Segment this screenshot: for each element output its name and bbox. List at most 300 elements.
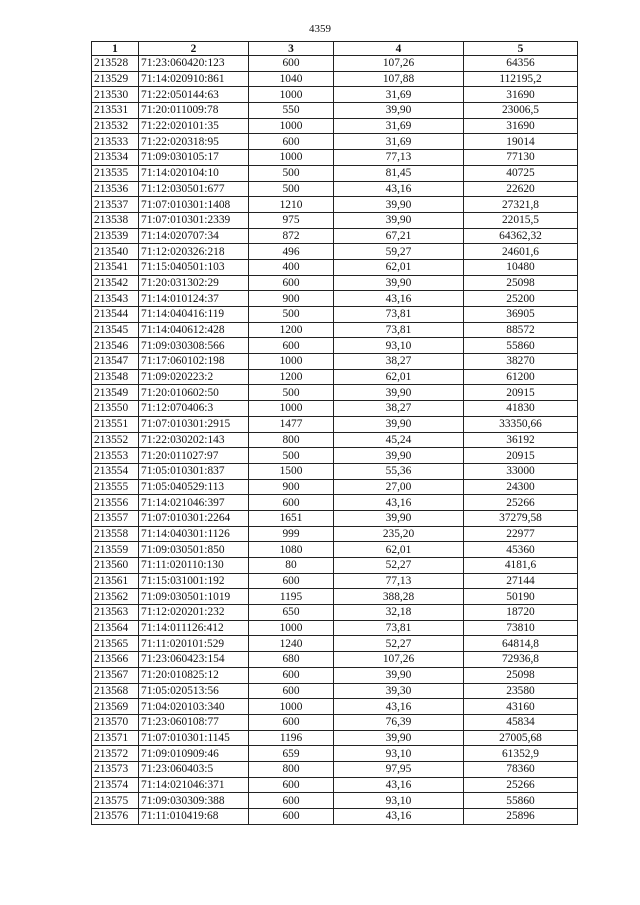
value-cell: 40725 [464,165,578,181]
cadastral-number-cell: 71:14:020910:861 [139,71,249,87]
cadastral-number-cell: 71:05:040529:113 [139,479,249,495]
rate-cell: 43,16 [334,809,464,825]
row-id-cell: 213546 [92,338,139,354]
row-id-cell: 213532 [92,118,139,134]
area-cell: 1000 [249,118,334,134]
cadastral-number-cell: 71:14:011126:412 [139,620,249,636]
table-row [92,636,578,652]
table-row [92,448,578,464]
row-id-cell: 213558 [92,526,139,542]
row-id-cell: 213528 [92,56,139,72]
area-cell: 650 [249,605,334,621]
cadastral-number-cell: 71:22:020318:95 [139,134,249,150]
table-row [92,322,578,338]
value-cell: 24601,6 [464,244,578,260]
rate-cell: 55,36 [334,463,464,479]
value-cell: 45834 [464,714,578,730]
value-cell: 72936,8 [464,652,578,668]
value-cell: 18720 [464,605,578,621]
table-row [92,463,578,479]
row-id-cell: 213559 [92,542,139,558]
cadastral-number-cell: 71:05:020513:56 [139,683,249,699]
value-cell: 73810 [464,620,578,636]
area-cell: 800 [249,761,334,777]
cadastral-number-cell: 71:17:060102:198 [139,354,249,370]
cadastral-number-cell: 71:14:020104:10 [139,165,249,181]
cadastral-number-cell: 71:07:010301:1408 [139,197,249,213]
rate-cell: 93,10 [334,338,464,354]
row-id-cell: 213529 [92,71,139,87]
area-cell: 1200 [249,322,334,338]
rate-cell: 43,16 [334,777,464,793]
table-row [92,275,578,291]
table-row [92,307,578,323]
row-id-cell: 213539 [92,228,139,244]
cadastral-number-cell: 71:22:050144:63 [139,87,249,103]
rate-cell: 107,26 [334,652,464,668]
column-header-1: 1 [92,42,139,56]
rate-cell: 235,20 [334,526,464,542]
table-row [92,479,578,495]
row-id-cell: 213557 [92,510,139,526]
row-id-cell: 213542 [92,275,139,291]
rate-cell: 52,27 [334,558,464,574]
rate-cell: 62,01 [334,542,464,558]
row-id-cell: 213549 [92,385,139,401]
area-cell: 500 [249,448,334,464]
row-id-cell: 213569 [92,699,139,715]
row-id-cell: 213535 [92,165,139,181]
rate-cell: 73,81 [334,620,464,636]
area-cell: 1000 [249,150,334,166]
rate-cell: 73,81 [334,322,464,338]
cadastral-number-cell: 71:23:060423:154 [139,652,249,668]
cadastral-number-cell: 71:09:030308:566 [139,338,249,354]
cadastral-number-cell: 71:15:040501:103 [139,259,249,275]
value-cell: 77130 [464,150,578,166]
row-id-cell: 213563 [92,605,139,621]
area-cell: 550 [249,103,334,119]
cadastral-number-cell: 71:11:010419:68 [139,809,249,825]
cadastral-number-cell: 71:07:010301:1145 [139,730,249,746]
row-id-cell: 213575 [92,793,139,809]
data-table [91,41,578,825]
rate-cell: 107,26 [334,56,464,72]
area-cell: 872 [249,228,334,244]
area-cell: 1500 [249,463,334,479]
area-cell: 600 [249,667,334,683]
table-row [92,354,578,370]
row-id-cell: 213572 [92,746,139,762]
value-cell: 22015,5 [464,212,578,228]
cadastral-number-cell: 71:14:040612:428 [139,322,249,338]
table-row [92,683,578,699]
rate-cell: 81,45 [334,165,464,181]
value-cell: 10480 [464,259,578,275]
table-row [92,416,578,432]
rate-cell: 31,69 [334,134,464,150]
rate-cell: 77,13 [334,150,464,166]
value-cell: 43160 [464,699,578,715]
cadastral-number-cell: 71:09:030105:17 [139,150,249,166]
value-cell: 27321,8 [464,197,578,213]
value-cell: 22977 [464,526,578,542]
area-cell: 500 [249,385,334,401]
cadastral-number-cell: 71:12:030501:677 [139,181,249,197]
area-cell: 659 [249,746,334,762]
cadastral-number-cell: 71:07:010301:2264 [139,510,249,526]
table-row [92,369,578,385]
area-cell: 600 [249,338,334,354]
table-row [92,87,578,103]
area-cell: 496 [249,244,334,260]
table-row [92,809,578,825]
area-cell: 600 [249,683,334,699]
value-cell: 38270 [464,354,578,370]
row-id-cell: 213568 [92,683,139,699]
table-row [92,510,578,526]
value-cell: 50190 [464,589,578,605]
column-header-4: 4 [334,42,464,56]
table-row [92,558,578,574]
area-cell: 500 [249,307,334,323]
area-cell: 1040 [249,71,334,87]
area-cell: 80 [249,558,334,574]
value-cell: 25896 [464,809,578,825]
table-body [92,56,578,825]
row-id-cell: 213570 [92,714,139,730]
table-row [92,165,578,181]
rate-cell: 77,13 [334,573,464,589]
row-id-cell: 213567 [92,667,139,683]
cadastral-number-cell: 71:14:010124:37 [139,291,249,307]
value-cell: 25266 [464,777,578,793]
row-id-cell: 213543 [92,291,139,307]
row-id-cell: 213556 [92,495,139,511]
rate-cell: 39,90 [334,197,464,213]
table-row [92,103,578,119]
table-row [92,56,578,72]
table-row [92,777,578,793]
area-cell: 900 [249,291,334,307]
cadastral-number-cell: 71:05:010301:837 [139,463,249,479]
area-cell: 1210 [249,197,334,213]
value-cell: 25098 [464,275,578,291]
row-id-cell: 213552 [92,432,139,448]
rate-cell: 43,16 [334,699,464,715]
table-row [92,730,578,746]
cadastral-number-cell: 71:20:010602:50 [139,385,249,401]
table-row [92,338,578,354]
rate-cell: 73,81 [334,307,464,323]
table-row [92,432,578,448]
table-row [92,228,578,244]
table-row [92,385,578,401]
table-row [92,746,578,762]
row-id-cell: 213540 [92,244,139,260]
column-header-2: 2 [139,42,249,56]
area-cell: 1080 [249,542,334,558]
area-cell: 1240 [249,636,334,652]
column-header-3: 3 [249,42,334,56]
cadastral-number-cell: 71:04:020103:340 [139,699,249,715]
table-row [92,401,578,417]
cadastral-number-cell: 71:15:031001:192 [139,573,249,589]
table-row [92,573,578,589]
cadastral-number-cell: 71:22:020101:35 [139,118,249,134]
area-cell: 1651 [249,510,334,526]
cadastral-number-cell: 71:23:060108:77 [139,714,249,730]
cadastral-number-cell: 71:11:020110:130 [139,558,249,574]
value-cell: 20915 [464,448,578,464]
cadastral-number-cell: 71:07:010301:2915 [139,416,249,432]
value-cell: 36905 [464,307,578,323]
table-header [92,42,578,56]
value-cell: 64814,8 [464,636,578,652]
value-cell: 20915 [464,385,578,401]
table-row [92,197,578,213]
cadastral-number-cell: 71:09:030501:850 [139,542,249,558]
value-cell: 4181,6 [464,558,578,574]
cadastral-number-cell: 71:09:030501:1019 [139,589,249,605]
rate-cell: 62,01 [334,259,464,275]
table-row [92,212,578,228]
row-id-cell: 213555 [92,479,139,495]
row-id-cell: 213566 [92,652,139,668]
rate-cell: 32,18 [334,605,464,621]
rate-cell: 39,90 [334,385,464,401]
rate-cell: 76,39 [334,714,464,730]
value-cell: 23006,5 [464,103,578,119]
table-row [92,542,578,558]
rate-cell: 93,10 [334,793,464,809]
table-row [92,714,578,730]
area-cell: 600 [249,777,334,793]
table-row [92,761,578,777]
area-cell: 600 [249,793,334,809]
rate-cell: 39,90 [334,416,464,432]
rate-cell: 39,90 [334,212,464,228]
table-row [92,291,578,307]
cadastral-number-cell: 71:20:011009:78 [139,103,249,119]
value-cell: 27144 [464,573,578,589]
row-id-cell: 213571 [92,730,139,746]
area-cell: 600 [249,495,334,511]
rate-cell: 31,69 [334,87,464,103]
row-id-cell: 213561 [92,573,139,589]
row-id-cell: 213574 [92,777,139,793]
area-cell: 800 [249,432,334,448]
value-cell: 112195,2 [464,71,578,87]
row-id-cell: 213545 [92,322,139,338]
rate-cell: 93,10 [334,746,464,762]
rate-cell: 52,27 [334,636,464,652]
cadastral-number-cell: 71:12:020326:218 [139,244,249,260]
cadastral-number-cell: 71:22:030202:143 [139,432,249,448]
table-row [92,793,578,809]
cadastral-number-cell: 71:09:020223:2 [139,369,249,385]
rate-cell: 67,21 [334,228,464,244]
rate-cell: 43,16 [334,181,464,197]
value-cell: 25098 [464,667,578,683]
value-cell: 25266 [464,495,578,511]
row-id-cell: 213550 [92,401,139,417]
area-cell: 975 [249,212,334,228]
value-cell: 61352,9 [464,746,578,762]
value-cell: 19014 [464,134,578,150]
area-cell: 1000 [249,401,334,417]
row-id-cell: 213533 [92,134,139,150]
row-id-cell: 213554 [92,463,139,479]
cadastral-number-cell: 71:23:060403:5 [139,761,249,777]
rate-cell: 31,69 [334,118,464,134]
row-id-cell: 213534 [92,150,139,166]
page-number: 4359 [309,23,331,35]
value-cell: 88572 [464,322,578,338]
row-id-cell: 213536 [92,181,139,197]
table-row [92,495,578,511]
value-cell: 41830 [464,401,578,417]
cadastral-number-cell: 71:07:010301:2339 [139,212,249,228]
cadastral-number-cell: 71:09:010909:46 [139,746,249,762]
area-cell: 1196 [249,730,334,746]
rate-cell: 39,90 [334,667,464,683]
area-cell: 1195 [249,589,334,605]
area-cell: 999 [249,526,334,542]
area-cell: 400 [249,259,334,275]
area-cell: 600 [249,134,334,150]
area-cell: 600 [249,56,334,72]
rate-cell: 39,90 [334,448,464,464]
row-id-cell: 213530 [92,87,139,103]
row-id-cell: 213544 [92,307,139,323]
area-cell: 600 [249,573,334,589]
cadastral-number-cell: 71:14:021046:397 [139,495,249,511]
rate-cell: 59,27 [334,244,464,260]
table-row [92,150,578,166]
table-row [92,259,578,275]
value-cell: 31690 [464,118,578,134]
table-row [92,181,578,197]
value-cell: 55860 [464,793,578,809]
value-cell: 64362,32 [464,228,578,244]
table-row [92,589,578,605]
table-row [92,71,578,87]
row-id-cell: 213548 [92,369,139,385]
table-row [92,667,578,683]
row-id-cell: 213531 [92,103,139,119]
table-row [92,118,578,134]
row-id-cell: 213562 [92,589,139,605]
rate-cell: 39,90 [334,730,464,746]
table-row [92,605,578,621]
row-id-cell: 213551 [92,416,139,432]
area-cell: 1200 [249,369,334,385]
value-cell: 33350,66 [464,416,578,432]
cadastral-number-cell: 71:20:031302:29 [139,275,249,291]
value-cell: 25200 [464,291,578,307]
value-cell: 37279,58 [464,510,578,526]
rate-cell: 107,88 [334,71,464,87]
row-id-cell: 213565 [92,636,139,652]
rate-cell: 62,01 [334,369,464,385]
cadastral-number-cell: 71:20:011027:97 [139,448,249,464]
cadastral-number-cell: 71:14:040301:1126 [139,526,249,542]
value-cell: 31690 [464,87,578,103]
row-id-cell: 213564 [92,620,139,636]
value-cell: 36192 [464,432,578,448]
rate-cell: 39,90 [334,510,464,526]
table-row [92,620,578,636]
cadastral-number-cell: 71:20:010825:12 [139,667,249,683]
value-cell: 27005,68 [464,730,578,746]
value-cell: 64356 [464,56,578,72]
area-cell: 1000 [249,354,334,370]
rate-cell: 388,28 [334,589,464,605]
cadastral-number-cell: 71:12:070406:3 [139,401,249,417]
table-row [92,652,578,668]
row-id-cell: 213541 [92,259,139,275]
area-cell: 1000 [249,620,334,636]
area-cell: 1477 [249,416,334,432]
cadastral-number-cell: 71:12:020201:232 [139,605,249,621]
value-cell: 61200 [464,369,578,385]
rate-cell: 97,95 [334,761,464,777]
rate-cell: 43,16 [334,495,464,511]
area-cell: 900 [249,479,334,495]
rate-cell: 38,27 [334,354,464,370]
value-cell: 23580 [464,683,578,699]
value-cell: 78360 [464,761,578,777]
value-cell: 55860 [464,338,578,354]
area-cell: 1000 [249,87,334,103]
table-row [92,699,578,715]
area-cell: 680 [249,652,334,668]
rate-cell: 39,90 [334,103,464,119]
area-cell: 1000 [249,699,334,715]
rate-cell: 45,24 [334,432,464,448]
rate-cell: 38,27 [334,401,464,417]
value-cell: 45360 [464,542,578,558]
row-id-cell: 213560 [92,558,139,574]
rate-cell: 27,00 [334,479,464,495]
column-header-5: 5 [464,42,578,56]
value-cell: 24300 [464,479,578,495]
row-id-cell: 213538 [92,212,139,228]
area-cell: 600 [249,714,334,730]
cadastral-number-cell: 71:11:020101:529 [139,636,249,652]
row-id-cell: 213547 [92,354,139,370]
cadastral-number-cell: 71:09:030309:388 [139,793,249,809]
area-cell: 600 [249,809,334,825]
cadastral-number-cell: 71:23:060420:123 [139,56,249,72]
value-cell: 33000 [464,463,578,479]
row-id-cell: 213573 [92,761,139,777]
area-cell: 600 [249,275,334,291]
cadastral-number-cell: 71:14:020707:34 [139,228,249,244]
cadastral-number-cell: 71:14:040416:119 [139,307,249,323]
area-cell: 500 [249,181,334,197]
rate-cell: 43,16 [334,291,464,307]
rate-cell: 39,90 [334,275,464,291]
row-id-cell: 213553 [92,448,139,464]
rate-cell: 39,30 [334,683,464,699]
area-cell: 500 [249,165,334,181]
row-id-cell: 213576 [92,809,139,825]
cadastral-number-cell: 71:14:021046:371 [139,777,249,793]
table-row [92,526,578,542]
value-cell: 22620 [464,181,578,197]
